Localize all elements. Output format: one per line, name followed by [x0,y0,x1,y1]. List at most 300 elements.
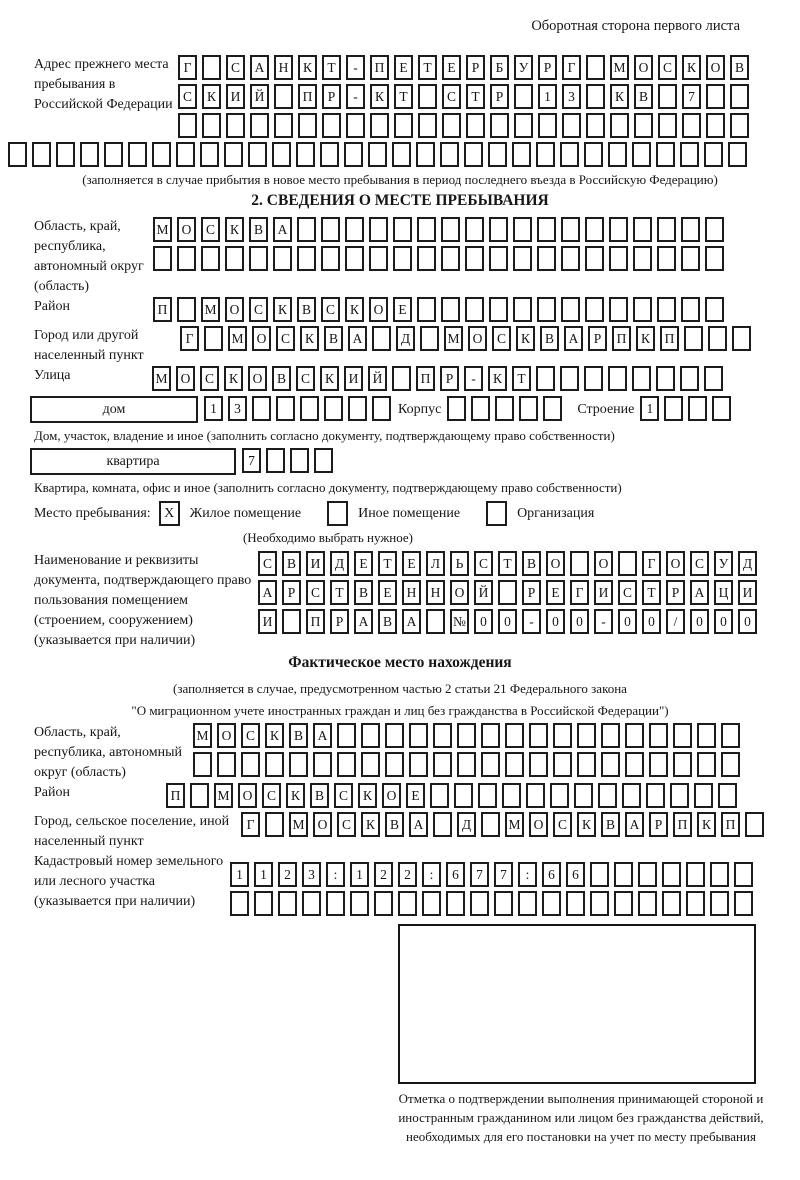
char-cell[interactable]: М [214,783,233,808]
char-cell[interactable] [518,891,537,916]
char-cell[interactable] [300,396,319,421]
char-cell[interactable] [514,113,533,138]
char-cell[interactable] [601,723,620,748]
char-cell[interactable] [350,891,369,916]
char-cell[interactable]: И [258,609,277,634]
char-cell[interactable] [721,723,740,748]
char-cell[interactable]: П [306,609,325,634]
char-cell[interactable]: Р [322,84,341,109]
char-cell[interactable] [638,862,657,887]
char-cell[interactable] [513,246,532,271]
char-cell[interactable]: С [690,551,709,576]
char-cell[interactable] [217,752,236,777]
char-cell[interactable] [658,113,677,138]
char-cell[interactable]: А [258,580,277,605]
char-cell[interactable]: Т [418,55,437,80]
char-cell[interactable] [634,113,653,138]
char-cell[interactable]: И [306,551,325,576]
char-cell[interactable] [361,723,380,748]
char-cell[interactable]: В [601,812,620,837]
char-cell[interactable] [416,142,435,167]
char-cell[interactable] [710,862,729,887]
char-cell[interactable] [265,752,284,777]
char-cell[interactable] [633,246,652,271]
char-cell[interactable]: К [224,366,243,391]
char-cell[interactable]: 1 [640,396,659,421]
char-cell[interactable]: И [344,366,363,391]
char-cell[interactable] [465,246,484,271]
char-cell[interactable] [296,142,315,167]
char-cell[interactable]: В [289,723,308,748]
char-cell[interactable]: В [354,580,373,605]
char-cell[interactable]: Т [330,580,349,605]
char-cell[interactable]: А [625,812,644,837]
char-cell[interactable]: 0 [738,609,757,634]
char-cell[interactable]: А [348,326,367,351]
char-cell[interactable] [657,297,676,322]
char-cell[interactable] [230,891,249,916]
char-cell[interactable] [561,246,580,271]
char-cell[interactable]: 7 [682,84,701,109]
char-cell[interactable]: 1 [204,396,223,421]
char-cell[interactable]: 1 [230,862,249,887]
char-cell[interactable] [560,142,579,167]
char-cell[interactable] [622,783,641,808]
char-cell[interactable] [346,113,365,138]
char-cell[interactable] [420,326,439,351]
char-cell[interactable] [272,142,291,167]
char-cell[interactable]: В [378,609,397,634]
char-cell[interactable]: А [564,326,583,351]
char-cell[interactable]: - [346,55,365,80]
char-cell[interactable]: А [273,217,292,242]
char-cell[interactable] [464,142,483,167]
checkbox-residential[interactable]: X [159,501,180,526]
char-cell[interactable] [466,113,485,138]
char-cell[interactable] [454,783,473,808]
char-cell[interactable] [433,752,452,777]
char-cell[interactable] [657,246,676,271]
char-cell[interactable] [590,891,609,916]
char-cell[interactable]: М [505,812,524,837]
char-cell[interactable] [614,862,633,887]
char-cell[interactable] [457,723,476,748]
char-cell[interactable] [704,366,723,391]
char-cell[interactable]: В [324,326,343,351]
checkbox-other-premises[interactable] [327,501,348,526]
char-cell[interactable]: 6 [542,862,561,887]
char-cell[interactable]: С [334,783,353,808]
char-cell[interactable] [417,246,436,271]
char-cell[interactable]: С [241,723,260,748]
char-cell[interactable] [8,142,27,167]
char-cell[interactable] [176,142,195,167]
char-cell[interactable]: О [666,551,685,576]
char-cell[interactable]: Р [466,55,485,80]
char-cell[interactable] [274,113,293,138]
char-cell[interactable] [224,142,243,167]
char-cell[interactable] [447,396,466,421]
char-cell[interactable]: К [345,297,364,322]
char-cell[interactable]: 2 [278,862,297,887]
char-cell[interactable]: 7 [494,862,513,887]
char-cell[interactable] [345,217,364,242]
char-cell[interactable]: К [300,326,319,351]
char-cell[interactable] [289,752,308,777]
char-cell[interactable]: Р [538,55,557,80]
char-cell[interactable] [732,326,751,351]
char-cell[interactable]: У [714,551,733,576]
char-cell[interactable] [193,752,212,777]
char-cell[interactable] [481,723,500,748]
char-cell[interactable] [601,752,620,777]
char-cell[interactable]: Б [490,55,509,80]
char-cell[interactable]: Н [274,55,293,80]
char-cell[interactable]: 0 [474,609,493,634]
char-cell[interactable]: 0 [642,609,661,634]
char-cell[interactable] [409,752,428,777]
char-cell[interactable] [610,113,629,138]
char-cell[interactable] [598,783,617,808]
char-cell[interactable] [177,246,196,271]
char-cell[interactable]: Е [354,551,373,576]
char-cell[interactable]: № [450,609,469,634]
char-cell[interactable]: А [354,609,373,634]
char-cell[interactable]: Е [546,580,565,605]
char-cell[interactable] [430,783,449,808]
char-cell[interactable] [529,752,548,777]
char-cell[interactable]: Р [666,580,685,605]
char-cell[interactable]: С [276,326,295,351]
char-cell[interactable]: О [369,297,388,322]
char-cell[interactable] [697,723,716,748]
char-cell[interactable]: О [252,326,271,351]
char-cell[interactable]: Р [522,580,541,605]
char-cell[interactable] [276,396,295,421]
char-cell[interactable] [417,297,436,322]
char-cell[interactable] [734,891,753,916]
char-cell[interactable] [290,448,309,473]
char-cell[interactable]: М [289,812,308,837]
char-cell[interactable] [441,217,460,242]
char-cell[interactable]: С [306,580,325,605]
char-cell[interactable] [586,84,605,109]
char-cell[interactable]: Г [562,55,581,80]
char-cell[interactable]: С [178,84,197,109]
char-cell[interactable] [470,891,489,916]
char-cell[interactable] [225,246,244,271]
char-cell[interactable]: / [666,609,685,634]
char-cell[interactable] [465,297,484,322]
char-cell[interactable]: П [660,326,679,351]
char-cell[interactable]: 0 [690,609,709,634]
char-cell[interactable] [681,246,700,271]
char-cell[interactable]: 0 [714,609,733,634]
char-cell[interactable] [686,891,705,916]
char-cell[interactable] [394,113,413,138]
char-cell[interactable] [730,113,749,138]
char-cell[interactable] [537,297,556,322]
char-cell[interactable] [584,366,603,391]
char-cell[interactable] [302,891,321,916]
char-cell[interactable]: Л [426,551,445,576]
char-cell[interactable] [697,752,716,777]
char-cell[interactable] [488,142,507,167]
char-cell[interactable]: С [618,580,637,605]
char-cell[interactable] [489,246,508,271]
char-cell[interactable] [313,752,332,777]
char-cell[interactable]: Т [322,55,341,80]
char-cell[interactable]: Е [406,783,425,808]
char-cell[interactable]: П [416,366,435,391]
char-cell[interactable]: С [226,55,245,80]
char-cell[interactable] [392,366,411,391]
char-cell[interactable]: 3 [302,862,321,887]
char-cell[interactable]: Й [368,366,387,391]
char-cell[interactable] [56,142,75,167]
char-cell[interactable]: О [706,55,725,80]
char-cell[interactable] [374,891,393,916]
char-cell[interactable]: О [225,297,244,322]
char-cell[interactable] [252,396,271,421]
char-cell[interactable]: Т [466,84,485,109]
char-cell[interactable]: Р [282,580,301,605]
char-cell[interactable] [393,217,412,242]
char-cell[interactable]: В [282,551,301,576]
char-cell[interactable]: А [690,580,709,605]
char-cell[interactable] [745,812,764,837]
char-cell[interactable]: А [409,812,428,837]
char-cell[interactable] [368,142,387,167]
char-cell[interactable] [282,609,301,634]
char-cell[interactable]: Г [178,55,197,80]
char-cell[interactable]: В [310,783,329,808]
char-cell[interactable] [422,891,441,916]
char-cell[interactable]: О [529,812,548,837]
char-cell[interactable] [566,891,585,916]
char-cell[interactable] [561,297,580,322]
char-cell[interactable]: Е [393,297,412,322]
char-cell[interactable]: А [402,609,421,634]
char-cell[interactable] [369,246,388,271]
char-cell[interactable]: В [385,812,404,837]
char-cell[interactable] [656,366,675,391]
char-cell[interactable] [712,396,731,421]
char-cell[interactable]: О [634,55,653,80]
char-cell[interactable]: К [225,217,244,242]
char-cell[interactable] [465,217,484,242]
char-cell[interactable]: К [320,366,339,391]
char-cell[interactable] [441,246,460,271]
char-cell[interactable]: Е [402,551,421,576]
char-cell[interactable] [550,783,569,808]
char-cell[interactable] [609,297,628,322]
char-cell[interactable]: Е [378,580,397,605]
char-cell[interactable] [249,246,268,271]
char-cell[interactable]: С [492,326,511,351]
char-cell[interactable]: М [152,366,171,391]
char-cell[interactable]: - [346,84,365,109]
char-cell[interactable] [324,396,343,421]
char-cell[interactable] [104,142,123,167]
char-cell[interactable] [481,752,500,777]
char-cell[interactable] [202,55,221,80]
char-cell[interactable] [418,84,437,109]
char-cell[interactable]: С [258,551,277,576]
char-cell[interactable]: Т [512,366,531,391]
char-cell[interactable]: Г [570,580,589,605]
char-cell[interactable] [625,752,644,777]
char-cell[interactable] [369,217,388,242]
char-cell[interactable]: К [202,84,221,109]
char-cell[interactable]: О [238,783,257,808]
char-cell[interactable] [584,142,603,167]
char-cell[interactable] [177,297,196,322]
char-cell[interactable] [345,246,364,271]
char-cell[interactable] [658,84,677,109]
char-cell[interactable]: К [697,812,716,837]
char-cell[interactable] [618,551,637,576]
char-cell[interactable] [337,752,356,777]
char-cell[interactable] [673,752,692,777]
char-cell[interactable] [633,217,652,242]
char-cell[interactable] [489,217,508,242]
checkbox-organization[interactable] [486,501,507,526]
char-cell[interactable] [585,217,604,242]
char-cell[interactable] [585,297,604,322]
char-cell[interactable]: 3 [562,84,581,109]
char-cell[interactable] [561,217,580,242]
char-cell[interactable] [633,297,652,322]
char-cell[interactable] [570,551,589,576]
char-cell[interactable]: 7 [470,862,489,887]
char-cell[interactable] [608,142,627,167]
char-cell[interactable]: К [488,366,507,391]
char-cell[interactable]: В [297,297,316,322]
char-cell[interactable] [297,217,316,242]
char-cell[interactable]: : [326,862,345,887]
char-cell[interactable]: Г [642,551,661,576]
char-cell[interactable]: О [176,366,195,391]
char-cell[interactable] [646,783,665,808]
char-cell[interactable] [398,891,417,916]
char-cell[interactable]: С [553,812,572,837]
char-cell[interactable] [505,723,524,748]
char-cell[interactable] [537,246,556,271]
char-cell[interactable] [586,113,605,138]
char-cell[interactable]: Н [402,580,421,605]
char-cell[interactable] [385,752,404,777]
char-cell[interactable] [337,723,356,748]
char-cell[interactable]: В [634,84,653,109]
char-cell[interactable]: Р [588,326,607,351]
char-cell[interactable]: П [612,326,631,351]
char-cell[interactable] [320,142,339,167]
char-cell[interactable] [201,246,220,271]
char-cell[interactable]: 6 [566,862,585,887]
char-cell[interactable]: 1 [254,862,273,887]
char-cell[interactable] [426,609,445,634]
char-cell[interactable]: 0 [618,609,637,634]
char-cell[interactable]: : [518,862,537,887]
char-cell[interactable]: П [153,297,172,322]
char-cell[interactable]: 2 [374,862,393,887]
char-cell[interactable] [705,246,724,271]
char-cell[interactable]: О [313,812,332,837]
char-cell[interactable] [152,142,171,167]
char-cell[interactable] [417,217,436,242]
char-cell[interactable]: С [321,297,340,322]
char-cell[interactable]: Ь [450,551,469,576]
char-cell[interactable]: Р [330,609,349,634]
char-cell[interactable]: К [636,326,655,351]
char-cell[interactable] [204,326,223,351]
char-cell[interactable] [471,396,490,421]
char-cell[interactable]: К [298,55,317,80]
char-cell[interactable] [128,142,147,167]
char-cell[interactable] [266,448,285,473]
char-cell[interactable] [32,142,51,167]
char-cell[interactable]: С [442,84,461,109]
char-cell[interactable]: О [468,326,487,351]
char-cell[interactable] [705,297,724,322]
char-cell[interactable]: К [516,326,535,351]
char-cell[interactable]: С [474,551,493,576]
char-cell[interactable] [673,723,692,748]
char-cell[interactable] [478,783,497,808]
char-cell[interactable] [562,113,581,138]
char-cell[interactable] [481,812,500,837]
char-cell[interactable]: 1 [538,84,557,109]
char-cell[interactable]: П [298,84,317,109]
char-cell[interactable]: С [200,366,219,391]
char-cell[interactable]: И [594,580,613,605]
char-cell[interactable] [681,297,700,322]
char-cell[interactable]: К [370,84,389,109]
char-cell[interactable] [519,396,538,421]
char-cell[interactable] [529,723,548,748]
char-cell[interactable] [657,217,676,242]
char-cell[interactable] [418,113,437,138]
char-cell[interactable]: М [201,297,220,322]
char-cell[interactable]: В [272,366,291,391]
char-cell[interactable]: К [361,812,380,837]
char-cell[interactable]: Ц [714,580,733,605]
char-cell[interactable]: 0 [498,609,517,634]
char-cell[interactable] [314,448,333,473]
char-cell[interactable] [514,84,533,109]
char-cell[interactable]: У [514,55,533,80]
char-cell[interactable] [708,326,727,351]
char-cell[interactable]: Д [457,812,476,837]
char-cell[interactable]: О [594,551,613,576]
char-cell[interactable]: А [250,55,269,80]
char-cell[interactable] [322,113,341,138]
char-cell[interactable] [361,752,380,777]
char-cell[interactable]: Е [394,55,413,80]
char-cell[interactable] [241,752,260,777]
char-cell[interactable] [490,113,509,138]
char-cell[interactable]: П [721,812,740,837]
char-cell[interactable] [326,891,345,916]
char-cell[interactable]: С [201,217,220,242]
char-cell[interactable]: - [464,366,483,391]
char-cell[interactable] [494,891,513,916]
char-cell[interactable] [585,246,604,271]
char-cell[interactable] [694,783,713,808]
char-cell[interactable]: Д [396,326,415,351]
char-cell[interactable]: П [673,812,692,837]
